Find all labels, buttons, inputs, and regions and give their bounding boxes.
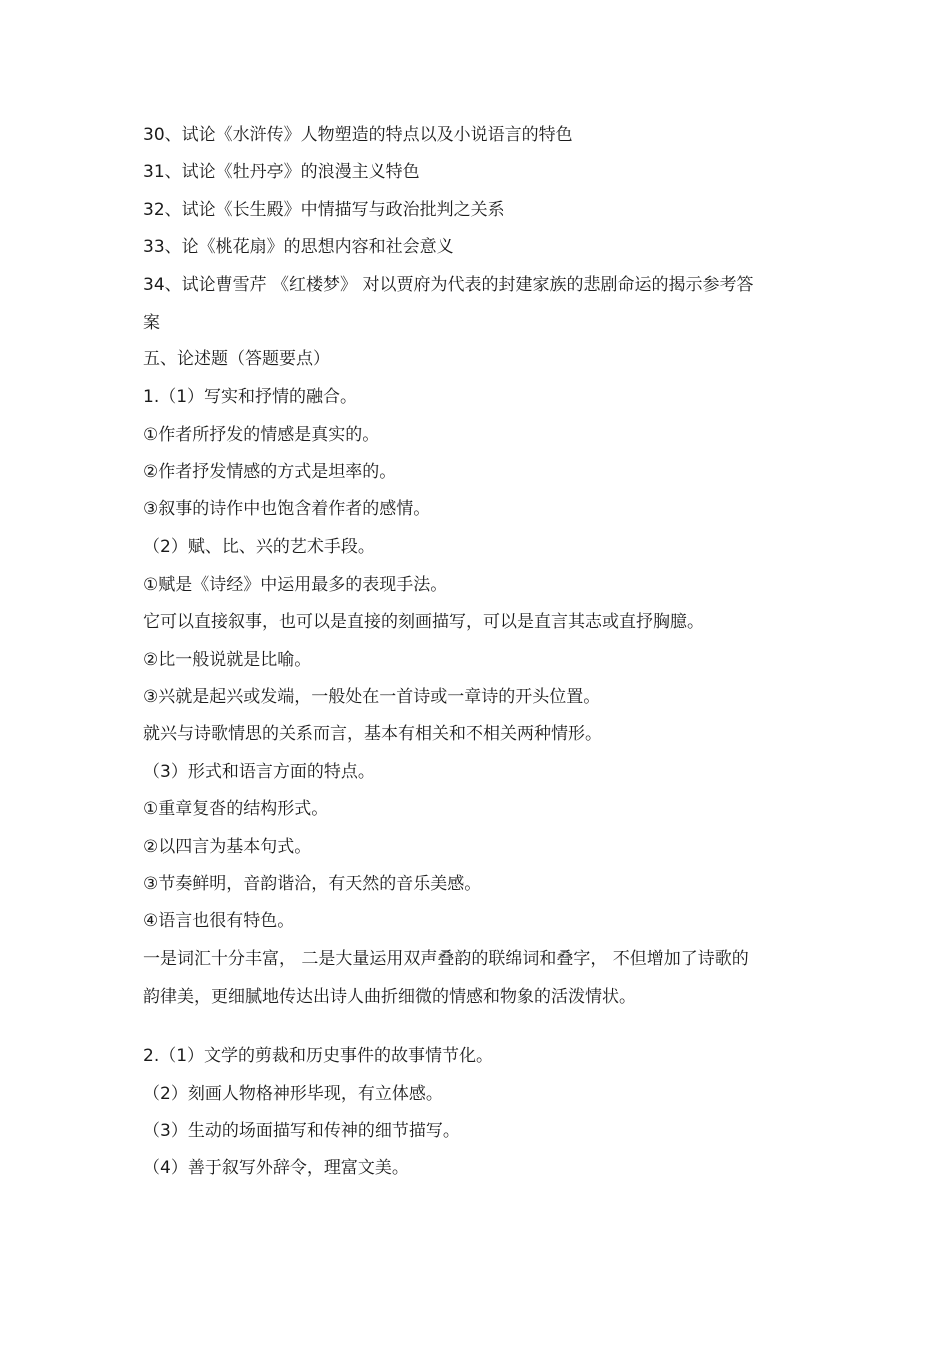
answer1-line: 韵律美，更细腻地传达出诗人曲折细微的情感和物象的活泼情状。 (143, 987, 636, 1007)
answer1-line: 1.（1）写实和抒情的融合。 (143, 387, 358, 407)
answer1-line: ③兴就是起兴或发端，一般处在一首诗或一章诗的开头位置。 (143, 687, 601, 707)
question-34: 34、试论曹雪芹 《红楼梦》 对以贾府为代表的封建家族的悲剧命运的揭示参考答 (143, 275, 754, 295)
answer1-line: 它可以直接叙事，也可以是直接的刻画描写，可以是直言其志或直抒胸臆。 (143, 612, 704, 632)
section-title: 五、论述题（答题要点） (143, 349, 330, 369)
question-30: 30、试论《水浒传》人物塑造的特点以及小说语言的特色 (143, 125, 573, 145)
answer2-line: （3）生动的场面描写和传神的细节描写。 (143, 1121, 460, 1141)
answer1-line: ②作者抒发情感的方式是坦率的。 (143, 462, 397, 482)
question-33: 33、论《桃花扇》的思想内容和社会意义 (143, 237, 454, 257)
question-32: 32、试论《长生殿》中情描写与政治批判之关系 (143, 200, 505, 220)
answer1-line: （3）形式和语言方面的特点。 (143, 762, 375, 782)
answer1-line: 一是词汇十分丰富， 二是大量运用双声叠韵的联绵词和叠字， 不但增加了诗歌的 (143, 949, 749, 969)
answer2-line: （4）善于叙写外辞令，理富文美。 (143, 1158, 409, 1178)
question-31: 31、试论《牡丹亭》的浪漫主义特色 (143, 162, 420, 182)
answer1-line: ②以四言为基本句式。 (143, 837, 312, 857)
answer1-line: （2）赋、比、兴的艺术手段。 (143, 537, 375, 557)
question-34-continued: 案 (143, 313, 160, 333)
answer1-line: ③节奏鲜明，音韵谐洽，有天然的音乐美感。 (143, 874, 482, 894)
answer1-line: ④语言也很有特色。 (143, 911, 295, 931)
answer1-line: 就兴与诗歌情思的关系而言，基本有相关和不相关两种情形。 (143, 724, 602, 744)
answer1-line: ②比一般说就是比喻。 (143, 650, 312, 670)
answer1-line: ①重章复沓的结构形式。 (143, 799, 329, 819)
answer2-line: （2）刻画人物格神形毕现，有立体感。 (143, 1084, 443, 1104)
answer1-line: ③叙事的诗作中也饱含着作者的感情。 (143, 499, 431, 519)
answer2-line: 2.（1）文学的剪裁和历史事件的故事情节化。 (143, 1046, 494, 1066)
answer1-line: ①赋是《诗经》中运用最多的表现手法。 (143, 575, 448, 595)
answer1-line: ①作者所抒发的情感是真实的。 (143, 425, 380, 445)
